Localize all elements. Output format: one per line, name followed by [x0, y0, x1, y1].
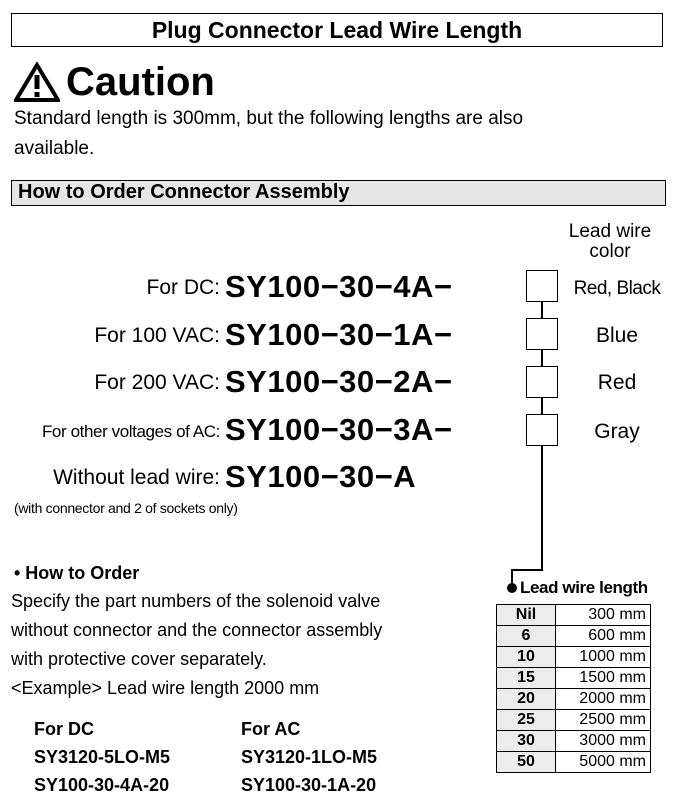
page-title: Plug Connector Lead Wire Length: [11, 13, 663, 47]
length-code: Nil: [497, 605, 556, 626]
how-to-order-line-3: with protective cover separately.: [11, 649, 267, 669]
length-code: 50: [497, 752, 556, 773]
part-number-100vac: SY100−30−1A−: [225, 317, 453, 352]
length-value: 600 mm: [556, 626, 651, 647]
length-value: 1000 mm: [556, 647, 651, 668]
color-other-ac: Gray: [594, 420, 640, 443]
caution-line-2: available.: [14, 138, 95, 159]
example-ac: [241, 715, 377, 799]
row-label-other-ac: For other voltages of AC:: [41, 422, 220, 441]
section-heading: How to Order Connector Assembly: [11, 180, 666, 206]
length-value: 300 mm: [556, 605, 651, 626]
length-value: 3000 mm: [556, 731, 651, 752]
color-200vac: Red: [597, 371, 637, 394]
caution-line-1: Standard length is 300mm, but the following lengths are also: [14, 108, 524, 129]
example-dc-connector: SY100-30-4A-20: [34, 775, 170, 795]
length-value: 1500 mm: [556, 668, 651, 689]
how-to-order-line-1: Specify the part numbers of the solenoid valve: [11, 591, 381, 611]
part-number-dc: SY100−30−4A−: [225, 269, 453, 304]
row-label-dc: For DC:: [146, 276, 220, 299]
row-label-100vac: For 100 VAC:: [94, 324, 220, 347]
table-row: [497, 626, 651, 647]
length-code-box-dc: [526, 270, 558, 302]
length-code: 30: [497, 731, 556, 752]
row-label-200vac: For 200 VAC:: [94, 371, 220, 394]
length-value: 2000 mm: [556, 689, 651, 710]
example-ac-heading: For AC: [241, 719, 301, 739]
color-dc: Red, Black: [573, 278, 661, 299]
table-row: [497, 710, 651, 731]
length-code: 25: [497, 710, 556, 731]
length-value: 2500 mm: [556, 710, 651, 731]
example-dc-valve: SY3120-5LO-M5: [34, 747, 171, 767]
length-code-box-other-ac: [526, 414, 558, 446]
row-label-without-lead: Without lead wire:: [53, 466, 220, 489]
part-number-without-lead: SY100−30−A: [225, 459, 417, 494]
example-ac-connector: SY100-30-1A-20: [241, 775, 377, 795]
how-to-order-line-2: without connector and the connector assembly: [11, 620, 383, 640]
table-row: [497, 752, 651, 773]
lead-length-heading: Lead wire length: [520, 578, 648, 597]
length-code-box-100vac: [526, 318, 558, 350]
how-to-order-line-4: <Example> Lead wire length 2000 mm: [11, 678, 320, 698]
without-lead-note: (with connector and 2 of sockets only): [14, 500, 238, 516]
length-value: 5000 mm: [556, 752, 651, 773]
part-number-200vac: SY100−30−2A−: [225, 364, 453, 399]
lead-length-table: [496, 604, 651, 773]
how-to-order-text: [11, 587, 382, 703]
table-row: [497, 668, 651, 689]
table-row: [497, 689, 651, 710]
caution-heading: Caution: [66, 60, 215, 104]
length-code: 20: [497, 689, 556, 710]
example-ac-valve: SY3120-1LO-M5: [241, 747, 378, 767]
example-dc: [34, 715, 170, 799]
length-code: 6: [497, 626, 556, 647]
table-row: [497, 605, 651, 626]
length-code: 10: [497, 647, 556, 668]
lead-color-header-line-2: color: [589, 241, 631, 262]
length-code: 15: [497, 668, 556, 689]
table-row: [497, 731, 651, 752]
part-number-other-ac: SY100−30−3A−: [225, 412, 453, 447]
lead-color-header-line-1: Lead wire: [568, 221, 652, 242]
length-code-box-200vac: [526, 366, 558, 398]
color-100vac: Blue: [595, 324, 639, 347]
example-dc-heading: For DC: [34, 719, 94, 739]
table-row: [497, 647, 651, 668]
how-to-order-heading: • How to Order: [14, 563, 140, 583]
